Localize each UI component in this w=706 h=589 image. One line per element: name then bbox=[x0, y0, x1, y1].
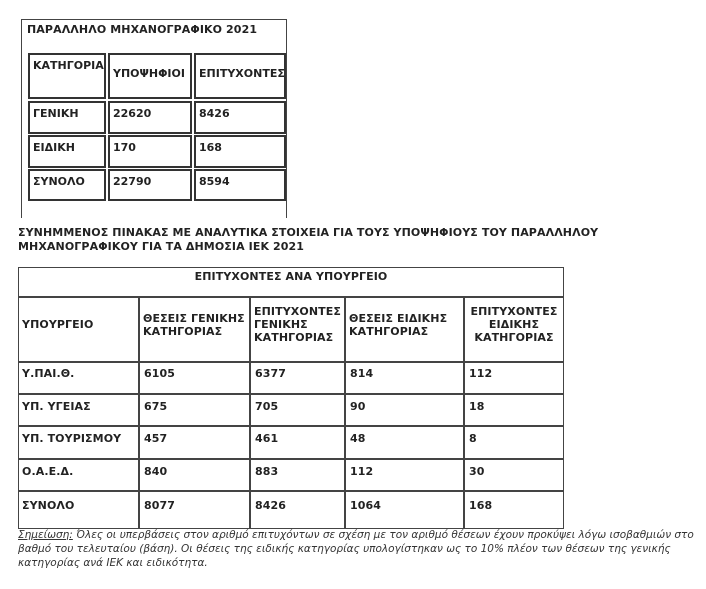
table2-cell: 457 bbox=[144, 432, 168, 445]
grid-line bbox=[18, 393, 564, 395]
table2-cell: 8426 bbox=[255, 499, 287, 512]
intro-text bbox=[18, 226, 618, 254]
table2-cell: Ο.Α.Ε.Δ. bbox=[22, 465, 74, 478]
footnote-label: Σημείωση: bbox=[18, 529, 73, 541]
table1-header-successful: ΕΠΙΤΥΧΟΝΤΕΣ bbox=[194, 53, 286, 99]
table1-cell: ΣΥΝΟΛΟ bbox=[28, 169, 106, 201]
table1-cell: 168 bbox=[194, 135, 286, 168]
table1-cell: ΕΙΔΙΚΗ bbox=[28, 135, 106, 168]
grid-line bbox=[344, 296, 346, 529]
footnote bbox=[18, 528, 700, 570]
table2-cell: 168 bbox=[469, 499, 493, 512]
table2-cell: ΥΠ. ΤΟΥΡΙΣΜΟΥ bbox=[22, 432, 122, 445]
table2-cell: 6377 bbox=[255, 367, 287, 380]
grid-line bbox=[249, 296, 251, 529]
table2-cell: 705 bbox=[255, 400, 279, 413]
grid-line bbox=[463, 296, 465, 529]
table2-cell: 461 bbox=[255, 432, 279, 445]
table2-cell: 90 bbox=[350, 400, 366, 413]
table2-cell: 814 bbox=[350, 367, 374, 380]
grid-line bbox=[18, 490, 564, 492]
table2-title: ΕΠΙΤΥΧΟΝΤΕΣ ΑΝΑ ΥΠΟΥΡΓΕΙΟ bbox=[194, 270, 388, 283]
table2-cell: 8 bbox=[469, 432, 477, 445]
intro-line-2: ΜΗΧΑΝΟΓΡΑΦΙΚΟΥ ΓΙΑ ΤΑ ΔΗΜΟΣΙΑ ΙΕΚ 2021 bbox=[18, 240, 305, 253]
grid-line bbox=[18, 458, 564, 460]
table2-cell: ΥΠ. ΥΓΕΙΑΣ bbox=[22, 400, 91, 413]
table2-cell: 1064 bbox=[350, 499, 382, 512]
table2-header-special-successful: ΕΠΙΤΥΧΟΝΤΕΣ ΕΙΔΙΚΗΣ ΚΑΤΗΓΟΡΙΑΣ bbox=[470, 305, 558, 344]
table1-cell: ΓΕΝΙΚΗ bbox=[28, 101, 106, 134]
table2-cell: 112 bbox=[469, 367, 493, 380]
grid-line bbox=[18, 425, 564, 427]
table1-cell: 170 bbox=[108, 135, 192, 168]
table2-cell: Υ.ΠΑΙ.Θ. bbox=[22, 367, 75, 380]
table2-header-general-successful: ΕΠΙΤΥΧΟΝΤΕΣ ΓΕΝΙΚΗΣ ΚΑΤΗΓΟΡΙΑΣ bbox=[254, 305, 341, 344]
table2-cell: 30 bbox=[469, 465, 485, 478]
table2-cell: 6105 bbox=[144, 367, 176, 380]
grid-line bbox=[138, 296, 140, 529]
table2-cell: 840 bbox=[144, 465, 168, 478]
table2-cell: 48 bbox=[350, 432, 366, 445]
table2-cell: ΣΥΝΟΛΟ bbox=[22, 499, 75, 512]
table1-title: ΠΑΡΑΛΛΗΛΟ ΜΗΧΑΝΟΓΡΑΦΙΚΟ 2021 bbox=[27, 23, 258, 36]
table2-cell: 883 bbox=[255, 465, 279, 478]
table2-cell: 675 bbox=[144, 400, 168, 413]
table1-cell: 8426 bbox=[194, 101, 286, 134]
table2-header-ministry: ΥΠΟΥΡΓΕΙΟ bbox=[22, 318, 94, 331]
table2-cell: 112 bbox=[350, 465, 374, 478]
table1-header-candidates: ΥΠΟΨΗΦΙΟΙ bbox=[108, 53, 192, 99]
footnote-text: Όλες οι υπερβάσεις στον αριθμό επιτυχόντων σε σχέση με τον αριθμό θέσεων έχουν προκύψει λόγω ισοβαθμιών στο βαθμό του τελευταίου (βάση). Οι θέσεις της ειδικής κατηγορίας υπολογίστηκαν ως το 10% πλέον των θέσεων της γενικής κατηγορίας ανά ΙΕΚ και ειδικότητα. bbox=[18, 529, 694, 569]
table1-header-category: ΚΑΤΗΓΟΡΙΑ bbox=[28, 53, 106, 99]
grid-line bbox=[18, 296, 564, 298]
table2-cell: 18 bbox=[469, 400, 485, 413]
table2-header-special-positions: ΘΕΣΕΙΣ ΕΙΔΙΚΗΣ ΚΑΤΗΓΟΡΙΑΣ bbox=[349, 312, 448, 338]
table1-cell: 22790 bbox=[108, 169, 192, 201]
grid-line bbox=[18, 361, 564, 363]
table1-cell: 8594 bbox=[194, 169, 286, 201]
table2-cell: 8077 bbox=[144, 499, 176, 512]
table2-header-general-positions: ΘΕΣΕΙΣ ΓΕΝΙΚΗΣ ΚΑΤΗΓΟΡΙΑΣ bbox=[143, 312, 245, 338]
table1-cell: 22620 bbox=[108, 101, 192, 134]
intro-line-1: ΣΥΝΗΜΜΕΝΟΣ ΠΙΝΑΚΑΣ ΜΕ ΑΝΑΛΥΤΙΚΑ ΣΤΟΙΧΕΙΑ ΓΙΑ ΤΟΥΣ ΥΠΟΨΗΦΙΟΥΣ ΤΟΥ ΠΑΡΑΛΛΗΛΟΥ bbox=[18, 226, 599, 239]
